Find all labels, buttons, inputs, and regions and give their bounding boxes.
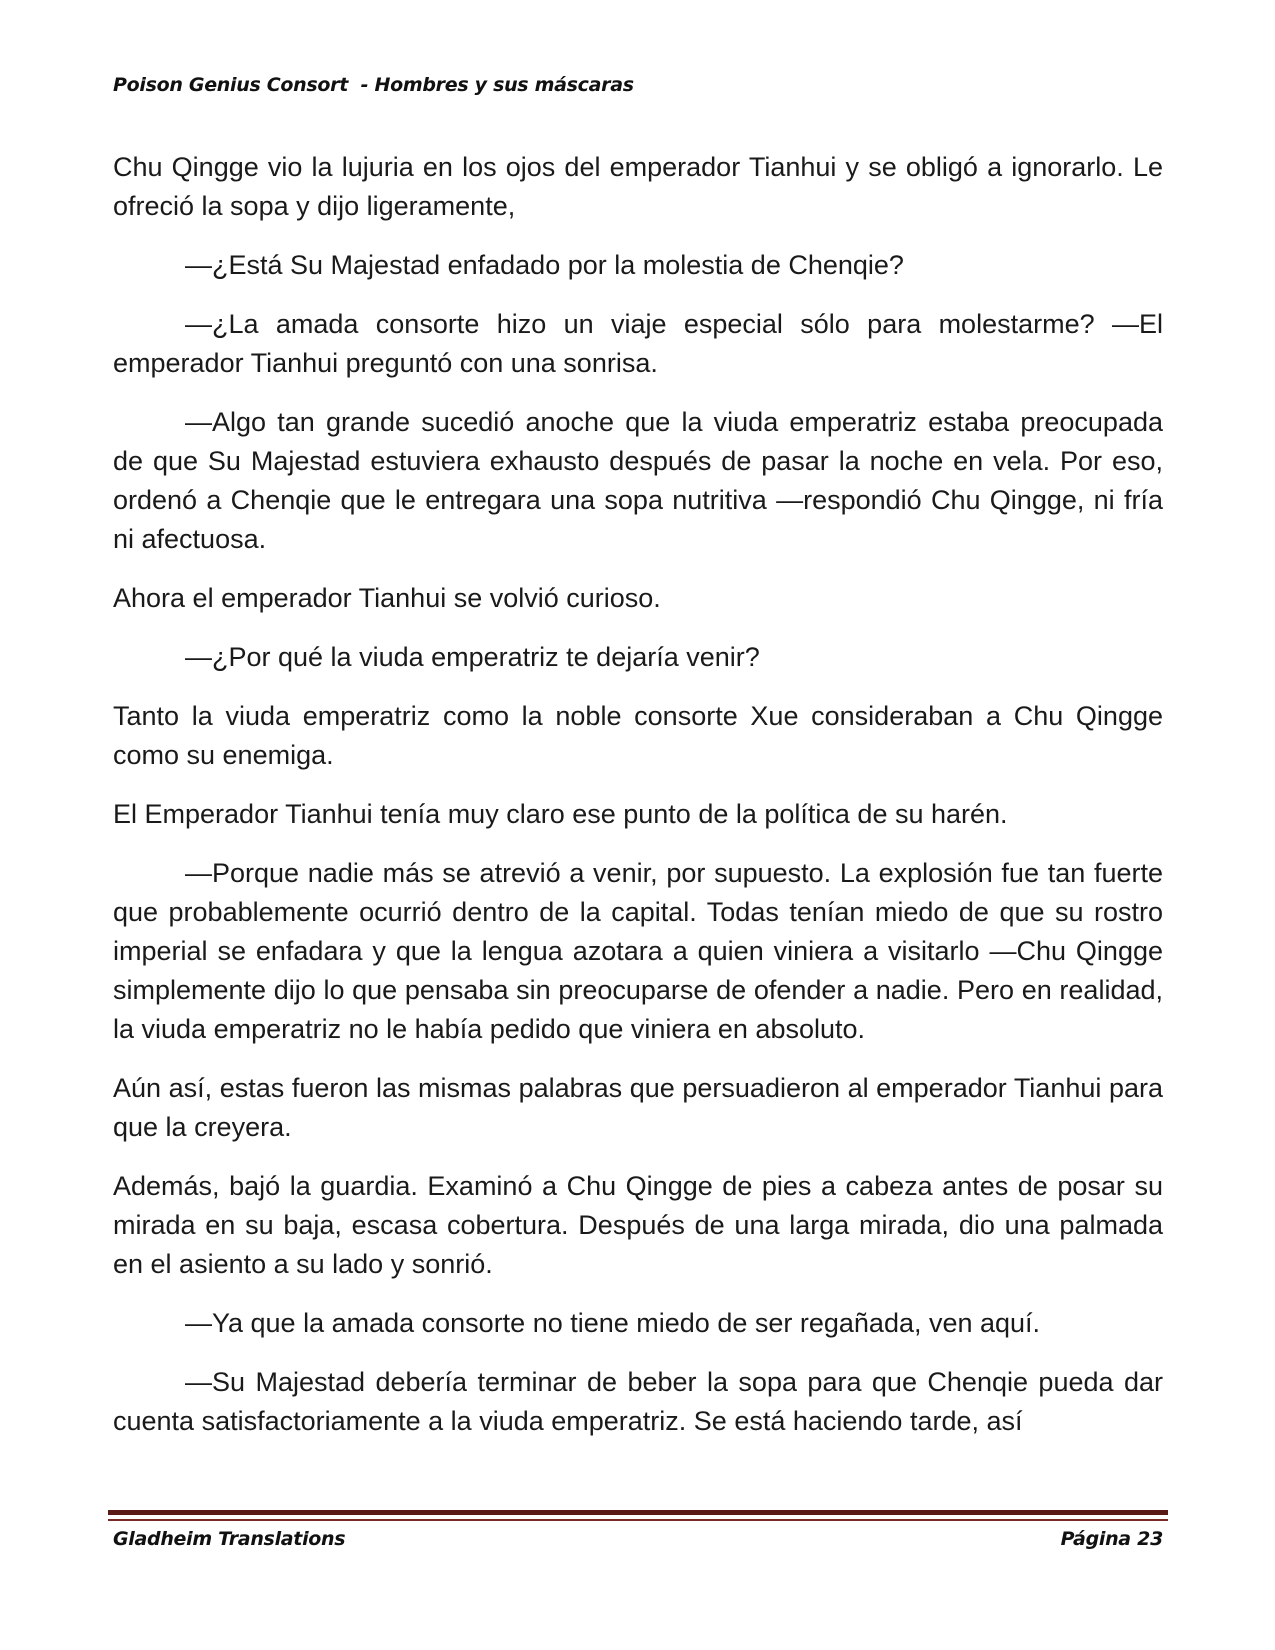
document-body — [113, 148, 1163, 1461]
paragraph: Además, bajó la guardia. Examinó a Chu Qingge de pies a cabeza antes de posar su mirada en su baja, escasa cobertura. Después de una larga mirada, dio una palmada en el asiento a su lado y sonrió. — [113, 1171, 1163, 1279]
footer-page-number: Página 23 — [1060, 1528, 1163, 1550]
paragraph: —¿La amada consorte hizo un viaje especial sólo para molestarme? —El emperador Tianhui preguntó con una sonrisa. — [113, 309, 1163, 378]
paragraph: Ahora el emperador Tianhui se volvió curioso. — [113, 583, 661, 613]
paragraph: —Porque nadie más se atrevió a venir, por supuesto. La explosión fue tan fuerte que probablemente ocurrió dentro de la capital. Todas tenían miedo de que su rostro imperial se enfadara y que la lengua azotara a quien viniera a visitarlo —Chu Qingge simplemente dijo lo que pensaba sin preocuparse de ofender a nadie. Pero en realidad, la viuda emperatriz no le había pedido que viniera en absoluto. — [113, 858, 1163, 1044]
footer-translator: Gladheim Translations — [113, 1528, 346, 1550]
paragraph: Chu Qingge vio la lujuria en los ojos del emperador Tianhui y se obligó a ignorarlo. Le ofreció la sopa y dijo ligeramente, — [113, 152, 1163, 221]
paragraph: Aún así, estas fueron las mismas palabras que persuadieron al emperador Tianhui para que la creyera. — [113, 1073, 1163, 1142]
footer-rule-thick — [108, 1510, 1168, 1515]
footer-rule-thin — [108, 1519, 1168, 1521]
paragraph: —¿Por qué la viuda emperatriz te dejaría venir? — [185, 642, 760, 672]
paragraph: —Algo tan grande sucedió anoche que la viuda emperatriz estaba preocupada de que Su Majestad estuviera exhausto después de pasar la noche en vela. Por eso, ordenó a Chenqie que le entregara una sopa nutritiva —respondió Chu Qingge, ni fría ni afectuosa. — [113, 407, 1163, 554]
paragraph: —Su Majestad debería terminar de beber la sopa para que Chenqie pueda dar cuenta satisfactoriamente a la viuda emperatriz. Se está haciendo tarde, así — [113, 1367, 1163, 1436]
paragraph: —Ya que la amada consorte no tiene miedo de ser regañada, ven aquí. — [185, 1308, 1041, 1338]
page-header-title: Poison Genius Consort - Hombres y sus máscaras — [113, 74, 634, 96]
paragraph: —¿Está Su Majestad enfadado por la molestia de Chenqie? — [185, 250, 904, 280]
paragraph: El Emperador Tianhui tenía muy claro ese punto de la política de su harén. — [113, 799, 1008, 829]
paragraph: Tanto la viuda emperatriz como la noble consorte Xue consideraban a Chu Qingge como su enemiga. — [113, 701, 1163, 770]
